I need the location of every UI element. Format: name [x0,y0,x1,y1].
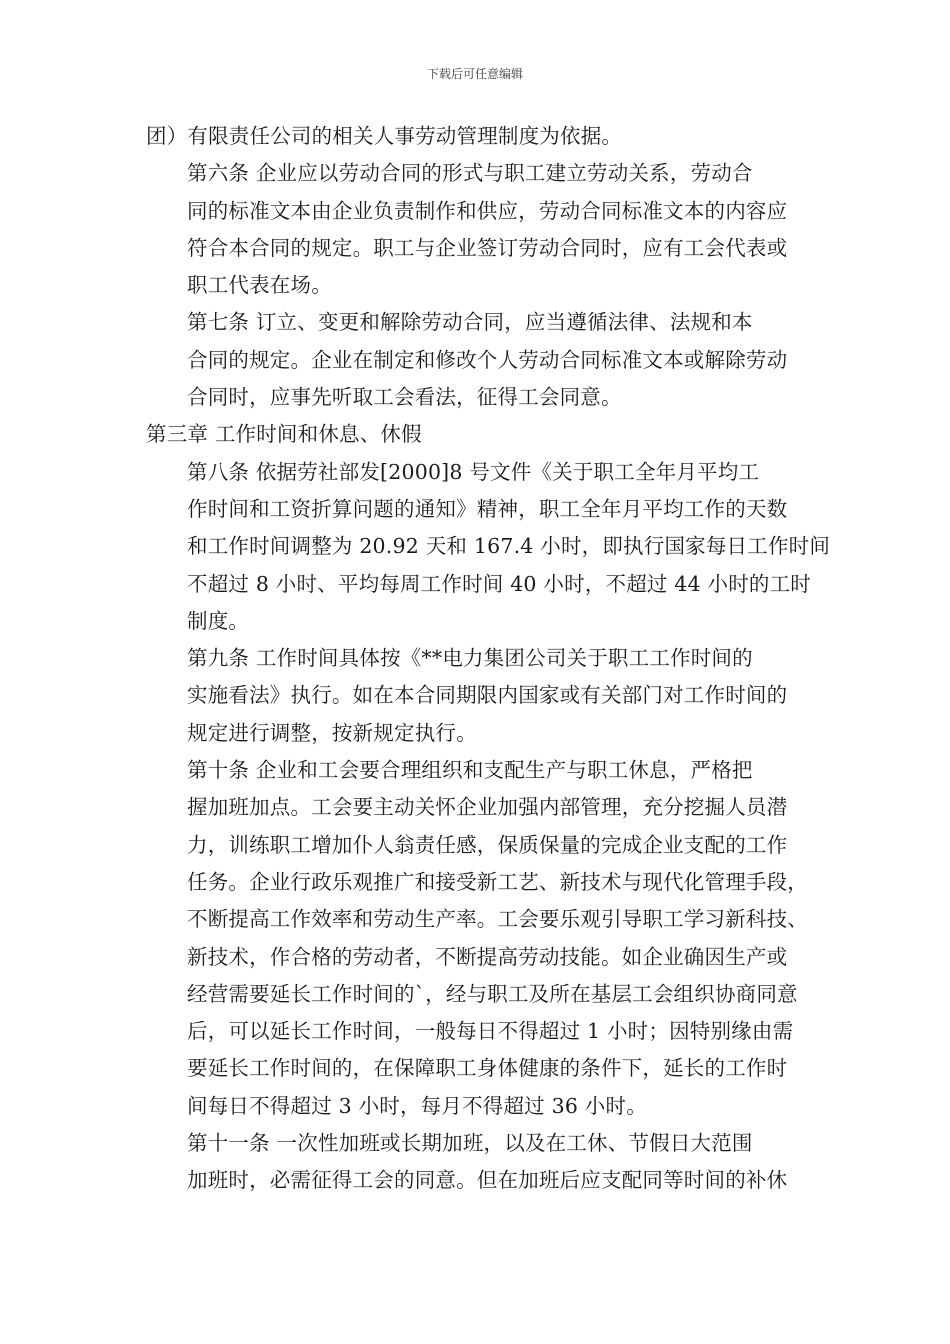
text-line: 不超过 8 小时、平均每周工作时间 40 小时，不超过 44 小时的工时 [187,571,812,596]
text-line: 同的标准文本由企业负责制作和供应，劳动合同标准文本的内容应 [187,198,788,223]
text-line: 第六条 企业应以劳动合同的形式与职工建立劳动关系，劳动合 [187,161,753,186]
text-line: 合同时，应事先听取工会看法，征得工会同意。 [187,385,622,410]
text-line: 加班时，必需征得工会的同意。但在加班后应支配同等时间的补休 [187,1168,788,1193]
text-line: 力，训练职工增加仆人翁责任感，保质保量的完成企业支配的工作 [187,832,788,857]
text-line: 团）有限责任公司的相关人事劳动管理制度为依据。 [146,124,623,148]
text-line: 和工作时间调整为 20.92 天和 167.4 小时，即执行国家每日工作时间 [187,534,831,559]
text-line: 实施看法》执行。如在本合同期限内国家或有关部门对工作时间的 [187,683,788,708]
text-line: 任务。企业行政乐观推广和接受新工艺、新技术与现代化管理手段， [187,869,808,894]
text-line: 合同的规定。企业在制定和修改个人劳动合同标准文本或解除劳动 [187,347,788,372]
text-line: 第八条 依据劳社部发[2000]8 号文件《关于职工全年月平均工 [187,459,760,484]
chapter-heading [146,416,806,453]
paragraph-article-11 [146,1125,806,1200]
text-line: 要延长工作时间的，在保障职工身体健康的条件下，延长的工作时 [187,1056,788,1081]
text-line: 经营需要延长工作时间的`，经与职工及所在基层工会组织协商同意 [187,981,798,1006]
page-header: 下载后可任意编辑 [426,67,523,81]
text-line: 第七条 订立、变更和解除劳动合同，应当遵循法律、法规和本 [187,310,753,335]
paragraph-intro [146,118,806,155]
paragraph-article-9 [146,640,806,752]
text-line: 规定进行调整，按新规定执行。 [187,720,477,745]
text-line: 握加班加点。工会要主动关怀企业加强内部管理，充分挖掘人员潜 [187,795,788,820]
text-line: 作时间和工资折算问题的通知》精神，职工全年月平均工作的天数 [187,496,788,521]
text-line: 新技术，作合格的劳动者，不断提高劳动技能。如企业确因生产或 [187,944,788,969]
text-line: 制度。 [187,608,250,633]
text-line: 后，可以延长工作时间，一般每日不得超过 1 小时；因特别缘由需 [187,1019,794,1044]
text-line: 第十一条 一次性加班或长期加班，以及在工休、节假日大范围 [187,1131,753,1156]
text-line: 间每日不得超过 3 小时，每月不得超过 36 小时。 [187,1093,647,1118]
chapter-title: 第三章 工作时间和休息、休假 [146,422,422,447]
text-line: 职工代表在场。 [187,273,332,298]
text-line: 符合本合同的规定。职工与企业签订劳动合同时，应有工会代表或 [187,235,788,260]
document-body [146,118,831,1200]
paragraph-article-10 [146,752,806,1125]
text-line: 第九条 工作时间具体按《**电力集团公司关于职工工作时间的 [187,646,753,671]
text-line: 第十条 企业和工会要合理组织和支配生产与职工休息，严格把 [187,758,753,783]
paragraph-article-8 [146,454,831,640]
paragraph-article-7 [146,304,806,416]
paragraph-article-6 [146,155,806,304]
text-line: 不断提高工作效率和劳动生产率。工会要乐观引导职工学习新科技、 [187,907,808,932]
